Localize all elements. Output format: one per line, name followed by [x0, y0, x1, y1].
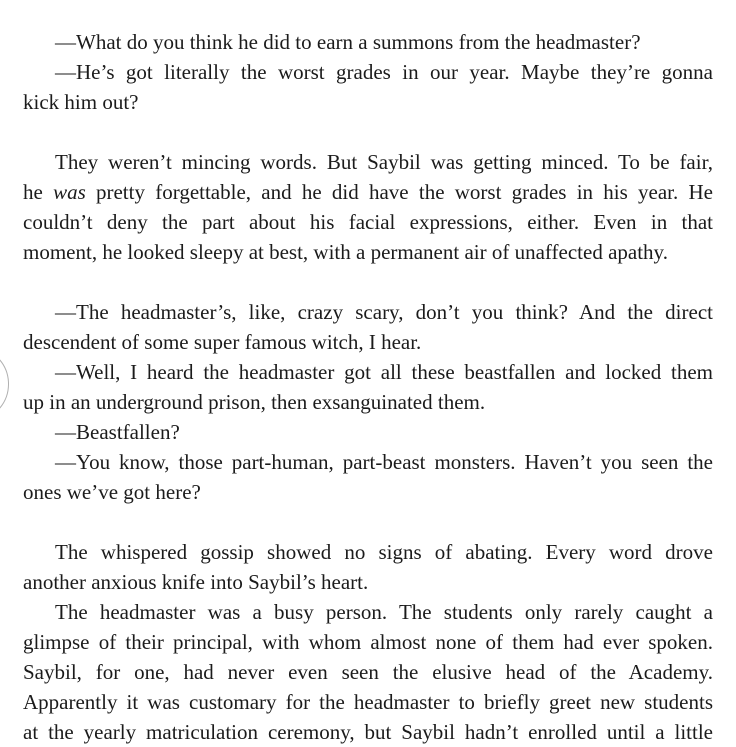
text-run: Saybil, for one, had never even seen the elusive head of the Academy.: [23, 660, 713, 684]
paragraph: [23, 27, 713, 57]
narration-1: [23, 147, 713, 267]
paragraph: [23, 597, 713, 747]
paragraph: [23, 447, 713, 507]
text-line: [23, 147, 713, 177]
paragraph: [23, 57, 713, 117]
text-run: at the yearly matriculation ceremony, but Saybil hadn’t enrolled until a little: [23, 720, 713, 744]
paragraph: [23, 297, 713, 357]
text-line: [23, 687, 713, 717]
text-run: moment, he looked sleepy at best, with a permanent air of unaffected apathy.: [23, 240, 668, 264]
text-run: descendent of some super famous witch, I hear.: [23, 330, 422, 354]
italic-run: was: [53, 180, 86, 204]
text-run: Apparently it was customary for the headmaster to briefly greet new students: [23, 690, 713, 714]
dialogue-gossip-1: [23, 27, 713, 117]
text-line: [23, 537, 713, 567]
text-run: —What do you think he did to earn a summons from the headmaster?: [55, 30, 641, 54]
paragraph: [23, 417, 713, 447]
text-run: kick him out?: [23, 90, 139, 114]
text-line: [23, 327, 713, 357]
text-line: [23, 57, 713, 87]
text-run: glimpse of their principal, with whom almost none of them had ever spoken.: [23, 630, 713, 654]
paragraph: [23, 537, 713, 597]
text-line: [23, 27, 713, 57]
text-line: [23, 297, 713, 327]
text-run: ones we’ve got here?: [23, 480, 201, 504]
text-line: [23, 357, 713, 387]
text-line: [23, 627, 713, 657]
narration-2: [23, 537, 713, 747]
text-run: They weren’t mincing words. But Saybil was getting minced. To be fair,: [55, 150, 713, 174]
text-line: [23, 597, 713, 627]
text-run: couldn’t deny the part about his facial expressions, either. Even in that: [23, 210, 713, 234]
text-run: pretty forgettable, and he did have the worst grades in his year. He: [85, 180, 713, 204]
text-run: The whispered gossip showed no signs of abating. Every word drove: [55, 540, 713, 564]
text-run: —Well, I heard the headmaster got all these beastfallen and locked them: [55, 360, 713, 384]
text-run: —The headmaster’s, like, crazy scary, don’t you think? And the direct: [55, 300, 713, 324]
text-line: [23, 417, 713, 447]
text-line: [23, 87, 713, 117]
text-run: up in an underground prison, then exsanguinated them.: [23, 390, 486, 414]
text-run: —He’s got literally the worst grades in our year. Maybe they’re gonna: [55, 60, 713, 84]
text-line: [23, 207, 713, 237]
text-line: [23, 387, 713, 417]
paragraph: [23, 357, 713, 417]
text-line: [23, 447, 713, 477]
text-run: he: [23, 180, 54, 204]
text-line: [23, 717, 713, 747]
paragraph: [23, 147, 713, 267]
text-line: [23, 567, 713, 597]
text-line: [23, 237, 713, 267]
text-line: [23, 177, 713, 207]
text-line: [23, 657, 713, 687]
text-run: another anxious knife into Saybil’s heart.: [23, 570, 369, 594]
text-run: —Beastfallen?: [55, 420, 180, 444]
text-line: [23, 477, 713, 507]
text-run: The headmaster was a busy person. The students only rarely caught a: [55, 600, 713, 624]
dialogue-gossip-2: [23, 297, 713, 507]
text-run: —You know, those part-human, part-beast monsters. Haven’t you seen the: [55, 450, 713, 474]
